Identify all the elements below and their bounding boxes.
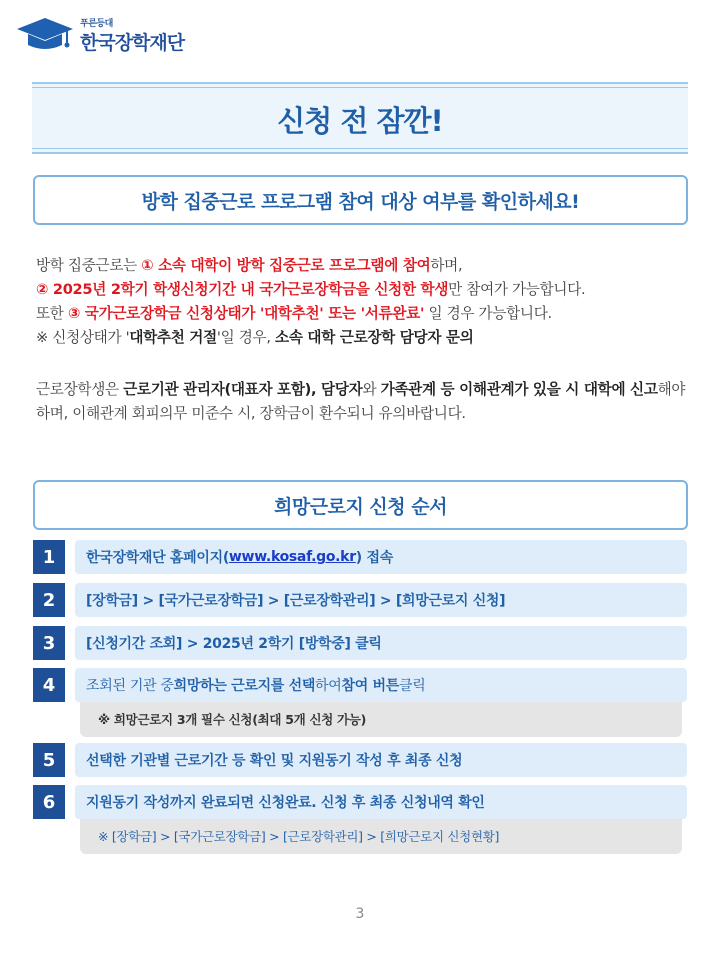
section-heading-steps: 희망근로지 신청 순서 [33, 480, 688, 530]
logo-title: 한국장학재단 [80, 32, 185, 54]
step-number: 1 [33, 540, 65, 574]
step-6-text: 지원동기 작성까지 완료되면 신청완료. 신청 후 최종 신청내역 확인 [75, 785, 687, 819]
step-4-text [75, 668, 687, 702]
text: ) 접속 [355, 550, 393, 566]
text: 만 참여가 가능합니다. [448, 281, 586, 298]
step-3-text: [신청기간 조회] > 2025년 2학기 [방학중] 클릭 [75, 626, 687, 660]
step-number: 3 [33, 626, 65, 660]
bold-text: 참여 버튼 [341, 678, 399, 694]
bold-text: 근로기관 관리자(대표자 포함) [123, 381, 311, 398]
step-2-text: [장학금] > [국가근로장학금] > [근로장학관리] > [희망근로지 신청] [75, 583, 687, 617]
conflict-of-interest-paragraph [36, 378, 696, 426]
step-number: 4 [33, 668, 65, 702]
bold-text: 희망하는 근로지를 선택 [173, 678, 316, 694]
page-title: 신청 전 잠깐! [277, 104, 443, 138]
text: ※ 신청상태가 ' [36, 329, 130, 346]
text: 한국장학재단 홈페이지( [86, 550, 229, 566]
bold-text: 소속 대학 근로장학 담당자 문의 [275, 329, 474, 346]
eligibility-line-4 [36, 326, 696, 350]
eligibility-paragraph [36, 254, 696, 350]
highlight-text: ③ 국가근로장학금 신청상태가 '대학추천' 또는 '서류완료' [67, 305, 425, 322]
step-6-note: ※ [장학금] > [국가근로장학금] > [근로장학관리] > [희망근로지 신청현황] [80, 818, 682, 854]
text: '일 경우, [216, 329, 276, 346]
text: 와 [362, 381, 381, 398]
text: 방학 집중근로는 [36, 257, 142, 274]
text: 조회된 기관 중 [86, 678, 174, 694]
eligibility-line-1 [36, 254, 696, 278]
text: , [311, 381, 322, 398]
step-number: 2 [33, 583, 65, 617]
text: 일 경우 가능합니다. [424, 305, 552, 322]
text: 클릭 [398, 678, 426, 694]
kosaf-logo [16, 14, 206, 58]
text: 해야 하며, 이해관계 회피의무 미준수 시, 장학금이 환수되니 유의바랍니다. [36, 381, 686, 422]
bold-text: 대학추천 거절 [129, 329, 217, 346]
step-number: 5 [33, 743, 65, 777]
text: 또한 [36, 305, 68, 322]
logo-subtitle: 푸른등대 [80, 19, 113, 29]
step-number: 6 [33, 785, 65, 819]
page-number: 3 [355, 906, 365, 922]
bold-text: 담당자 [321, 381, 363, 398]
step-1-text [75, 540, 687, 574]
kosaf-homepage-link[interactable]: www.kosaf.go.kr [228, 549, 356, 565]
highlight-text: ② 2025년 2학기 학생신청기간 내 국가근로장학금을 신청한 학생 [36, 281, 449, 298]
eligibility-line-2 [36, 278, 696, 302]
text: 하여 [315, 678, 342, 694]
bold-text: 가족관계 등 이해관계가 있을 시 대학에 신고 [380, 381, 658, 398]
text: 하며, [430, 257, 463, 274]
title-banner [32, 82, 688, 154]
step-5-text: 선택한 기관별 근로기간 등 확인 및 지원동기 작성 후 최종 신청 [75, 743, 687, 777]
text: 근로장학생은 [36, 381, 124, 398]
step-4-note: ※ 희망근로지 3개 필수 신청(최대 5개 신청 가능) [80, 701, 682, 737]
section-heading-eligibility: 방학 집중근로 프로그램 참여 대상 여부를 확인하세요! [33, 175, 688, 225]
highlight-text: ① 소속 대학이 방학 집중근로 프로그램에 참여 [141, 257, 431, 274]
graduation-cap-icon [16, 16, 74, 52]
eligibility-line-3 [36, 302, 696, 326]
